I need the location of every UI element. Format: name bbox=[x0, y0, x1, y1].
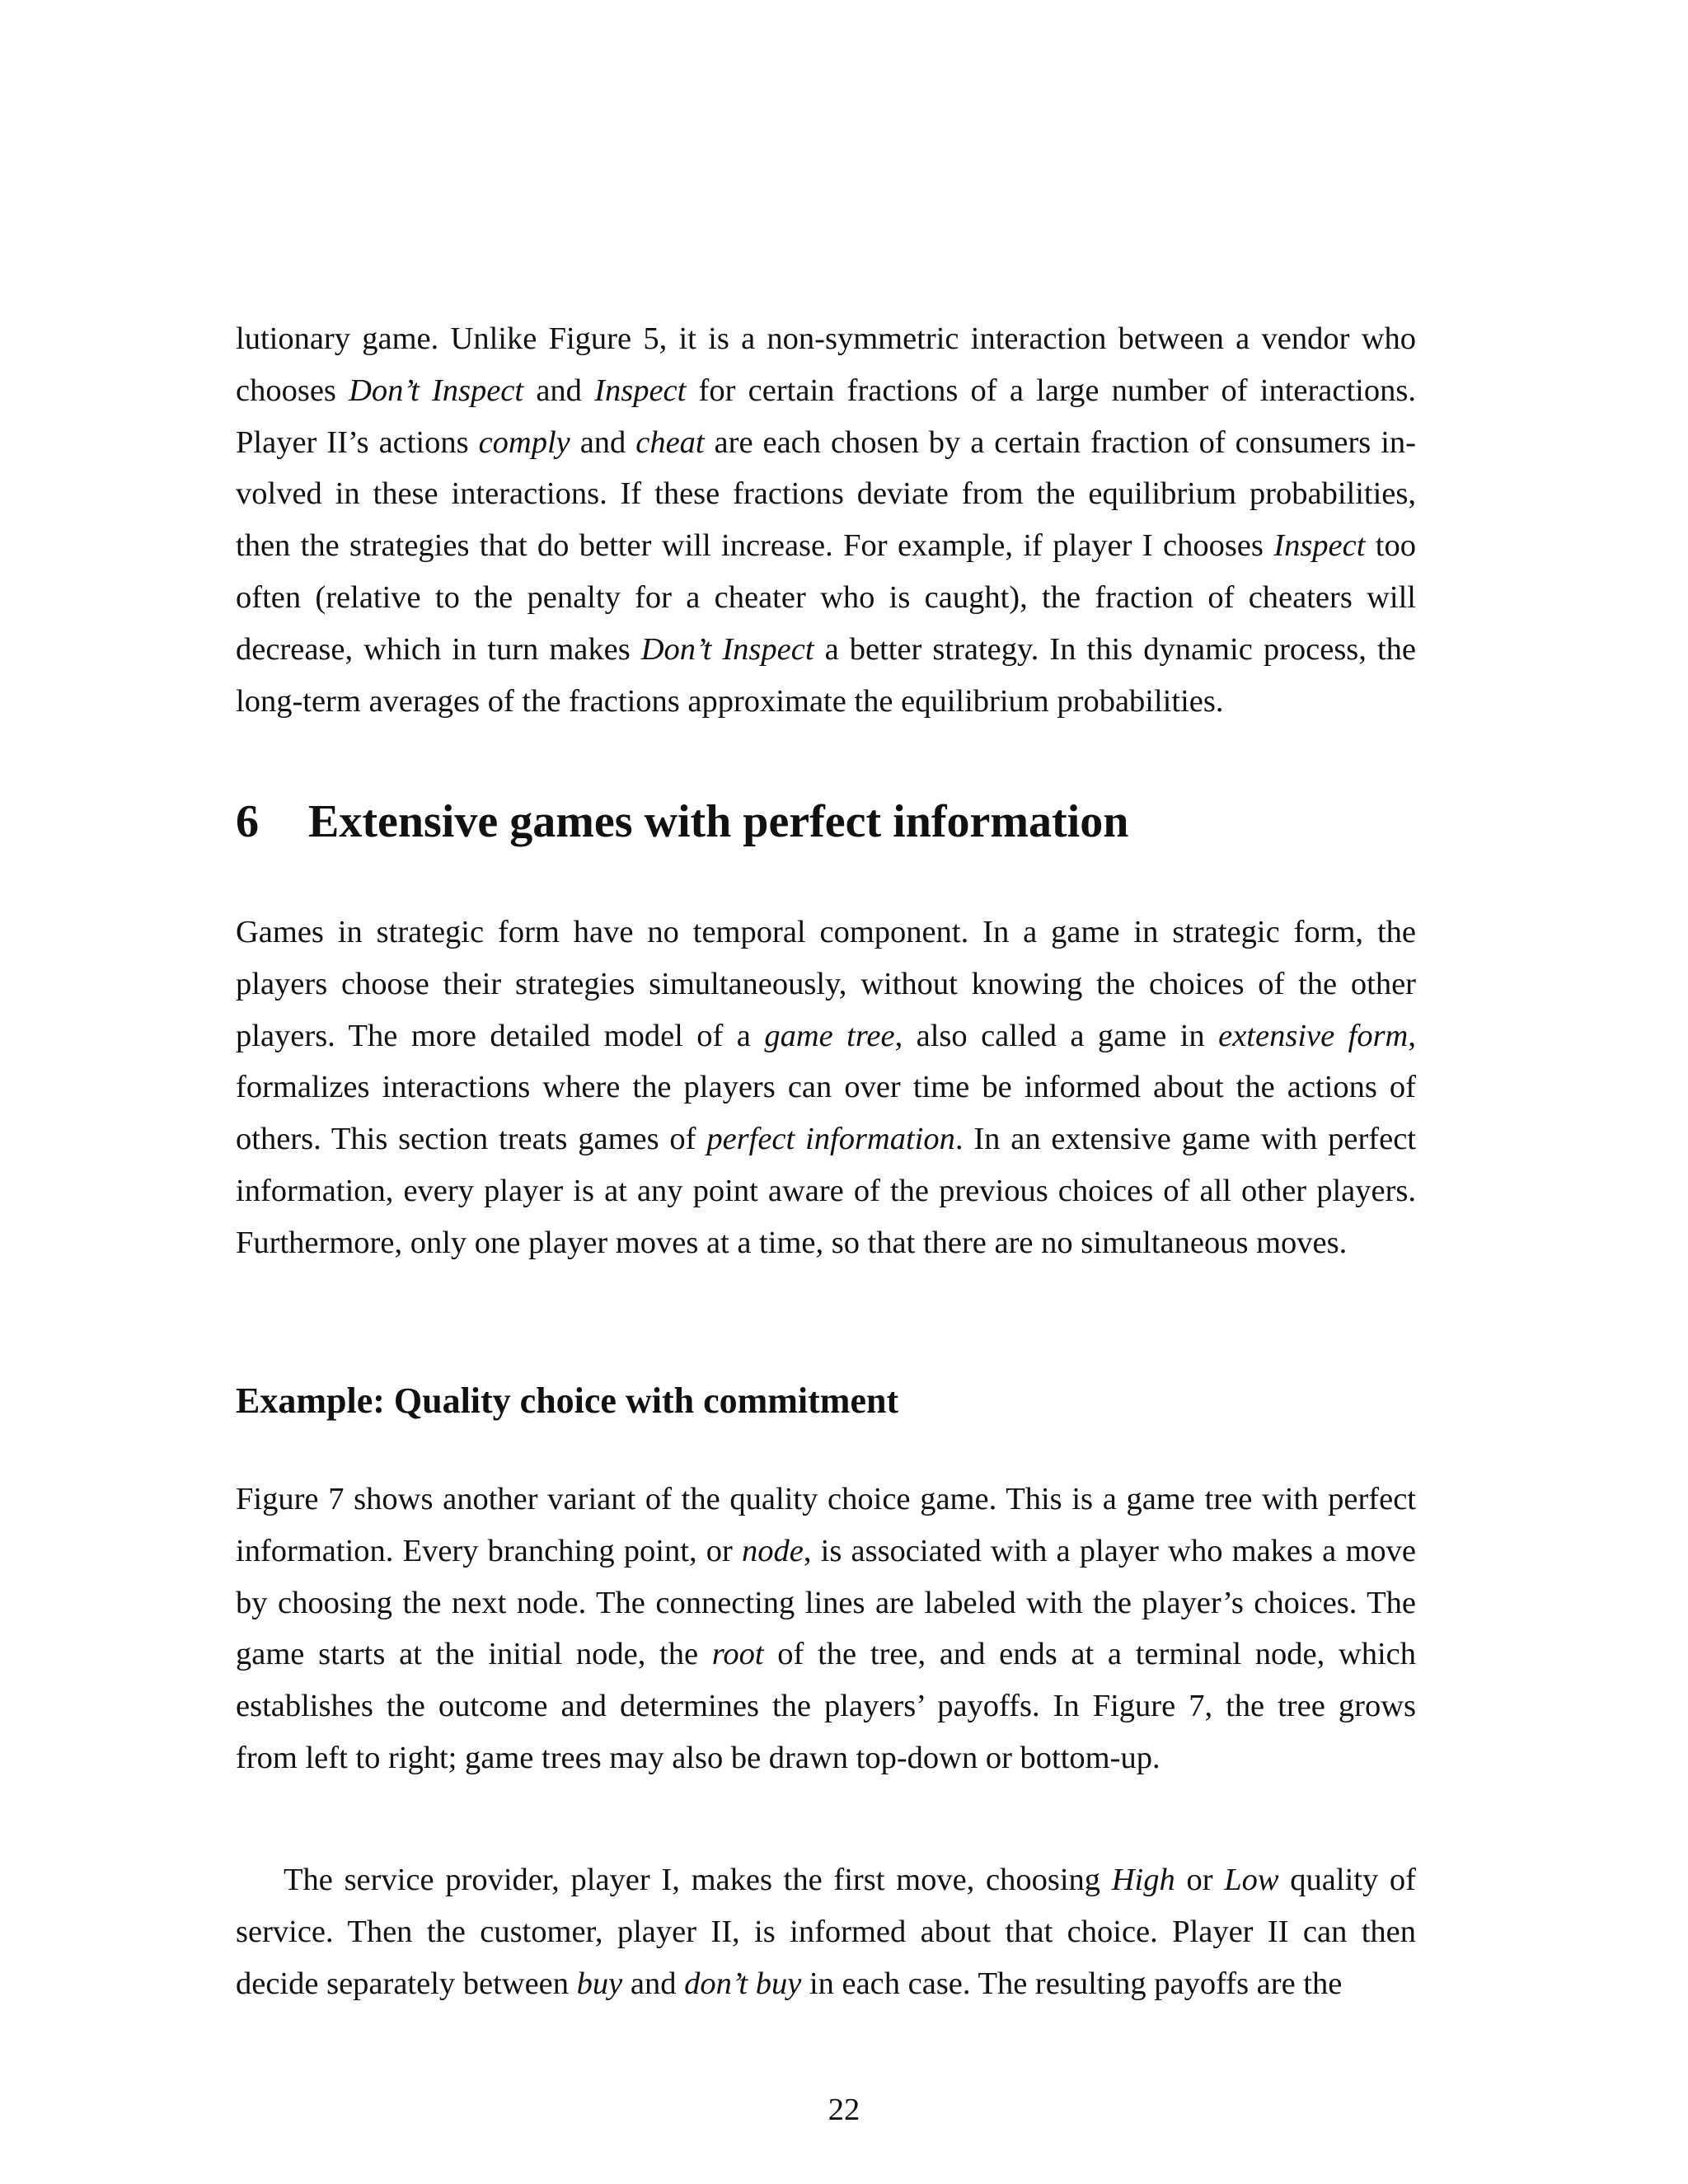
example-heading: Example: Quality choice with commitment bbox=[236, 1380, 899, 1421]
italic-term: Don’t Inspect bbox=[640, 631, 814, 667]
italic-term: cheat bbox=[635, 424, 705, 460]
italic-term: Inspect bbox=[594, 373, 687, 408]
section-title: Extensive games with perfect information bbox=[308, 796, 1129, 847]
page-number: 22 bbox=[828, 2093, 860, 2127]
italic-term: node bbox=[742, 1533, 804, 1568]
italic-term: High bbox=[1111, 1863, 1175, 1897]
section-heading bbox=[236, 793, 1128, 851]
section-number: 6 bbox=[236, 796, 259, 847]
italic-term: root bbox=[711, 1637, 764, 1672]
intro-paragraph: lutionary game. Unlike Figure 5, it is a non-symmetric interaction between a vendor who chooses Don’t Inspect and Inspect for certain fractions of a large number of interactions. Player II’s actions comply and cheat are each chosen by a certain fraction of consumers involved in these interactions. If these fractions deviate from the equilibrium probabilities, then the strategies that do better will increase. For example, if player I chooses Inspect too often (relative to the penalty for a cheater who is caught), the fraction of cheaters will decrease, which in turn makes Don’t Inspect a better strategy. In this dynamic process, the long-term averages of the fractions approximate the equilibrium probabilities. bbox=[236, 321, 1416, 719]
italic-term: Low bbox=[1224, 1863, 1279, 1897]
example-paragraph-1: Figure 7 shows another variant of the quality choice game. This is a game tree with perfect information. Every branching point, or node, is associated with a player who makes a move by choosing the next node. The connecting lines are labeled with the player’s choices. The game starts at the initial node, the root of the tree, and ends at a terminal node, which establishes the outcome and determines the players’ payoffs. In Figure 7, the tree grows from left to right; game trees may also be drawn top-down or bottom-up. bbox=[236, 1482, 1417, 1775]
italic-term: buy bbox=[576, 1966, 623, 2001]
italic-term: don’t buy bbox=[684, 1966, 802, 2001]
italic-term: perfect information bbox=[706, 1122, 955, 1157]
italic-term: Inspect bbox=[1273, 528, 1366, 564]
italic-term: comply bbox=[478, 424, 570, 460]
section-paragraph: Games in strategic form have no temporal component. In a game in strategic form, the players choose their strategies simultaneously, without knowing the choices of the other players. The more detailed model of a game tree, also called a game in extensive form, formalizes interactions where the players can over time be informed about the actions of others. This section treats games of perfect information. In an extensive game with perfect information, every player is at any point aware of the previous choices of all other players. Furthermore, only one player moves at a time, so that there are no simultaneous moves. bbox=[236, 915, 1416, 1260]
italic-term: extensive form bbox=[1218, 1018, 1409, 1053]
example-paragraph-2: The service provider, player I, makes the first move, choosing High or Low quality of service. Then the customer, player II, is informed about that choice. Player II can then decide separately between buy and don’t buy in each case. The resulting payoffs are the bbox=[236, 1863, 1417, 2001]
italic-term: Don’t Inspect bbox=[349, 373, 524, 408]
italic-term: game tree bbox=[764, 1018, 895, 1053]
